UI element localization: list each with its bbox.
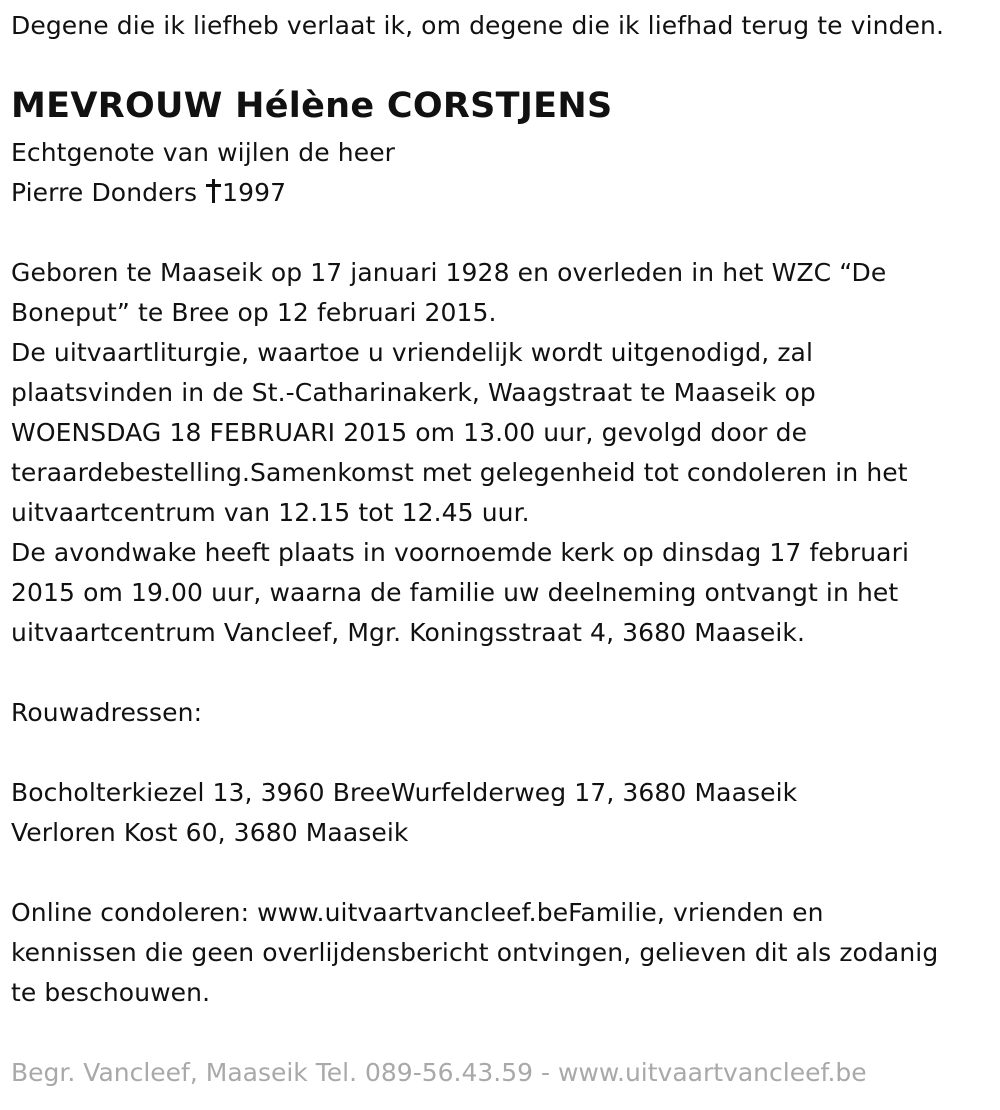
latin-cross-icon (206, 179, 220, 203)
body-line: De avondwake heeft plaats in voornoemde kerk op dinsdag 17 februari (11, 538, 910, 567)
online-condolence (11, 893, 938, 1013)
online-line: te beschouwen. (11, 978, 211, 1007)
body-line: uitvaartcentrum Vancleef, Mgr. Koningsstraat 4, 3680 Maaseik. (11, 618, 806, 647)
funeral-home-footer: Begr. Vancleef, Maaseik Tel. 089-56.43.59 - www.uitvaartvancleef.be (11, 1058, 867, 1087)
main-text (11, 253, 909, 653)
deceased-name: MEVROUW Hélène CORSTJENS (11, 86, 613, 126)
body-line: uitvaartcentrum van 12.15 tot 12.45 uur. (11, 498, 530, 527)
spouse-line: Echtgenote van wijlen de heer (11, 138, 396, 167)
address-line: Verloren Kost 60, 3680 Maaseik (11, 818, 409, 847)
body-line: WOENSDAG 18 FEBRUARI 2015 om 13.00 uur, gevolgd door de (11, 418, 808, 447)
body-line: plaatsvinden in de St.-Catharinakerk, Waagstraat te Maaseik op (11, 378, 816, 407)
opening-quote: Degene die ik liefheb verlaat ik, om degene die ik liefhad terug te vinden. (11, 11, 944, 40)
body-line: 2015 om 19.00 uur, waarna de familie uw deelneming ontvangt in het (11, 578, 899, 607)
spouse-name: Pierre Donders (11, 178, 206, 207)
spouse-name-line (11, 173, 395, 213)
online-line: Online condoleren: www.uitvaartvancleef.beFamilie, vrienden en (11, 898, 824, 927)
body-line: De uitvaartliturgie, waartoe u vriendelijk wordt uitgenodigd, zal (11, 338, 814, 367)
spouse-info (11, 133, 395, 213)
body-line: teraardebestelling.Samenkomst met gelegenheid tot condoleren in het (11, 458, 908, 487)
body-line: Geboren te Maaseik op 17 januari 1928 en overleden in het WZC “De (11, 258, 887, 287)
online-line: kennissen die geen overlijdensbericht ontvingen, gelieven dit als zodanig (11, 938, 939, 967)
address-line: Bocholterkiezel 13, 3960 BreeWurfelderweg 17, 3680 Maaseik (11, 778, 798, 807)
spouse-death-year: 1997 (222, 178, 287, 207)
mourning-addresses (11, 773, 797, 853)
body-line: Boneput” te Bree op 12 februari 2015. (11, 298, 497, 327)
rouwadressen-label: Rouwadressen: (11, 698, 203, 727)
